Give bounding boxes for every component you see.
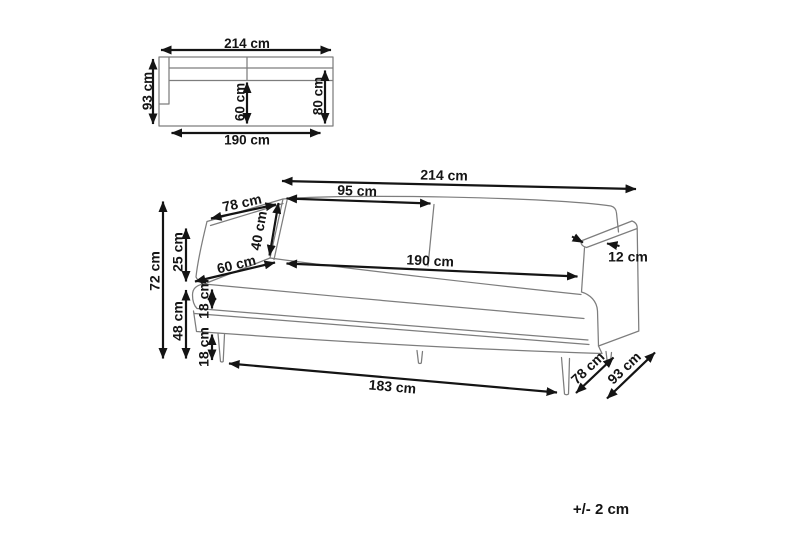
backrest-height-label: 40 cm [247, 209, 270, 252]
backrest-section-width-label: 95 cm [337, 181, 378, 200]
cushion-thickness-label: 18 cm [195, 279, 212, 319]
armrest-width-arrow-left [572, 237, 583, 243]
armrest-depth-label: 78 cm [220, 190, 264, 215]
seat-width-label: 190 cm [406, 251, 455, 270]
base-depth-label: 78 cm [567, 348, 608, 388]
base-width-label: 183 cm [368, 376, 417, 397]
overall-width-label: 214 cm [420, 166, 469, 184]
front-width-top-label: 214 cm [224, 36, 270, 51]
front-width-bottom-label: 190 cm [224, 132, 270, 148]
tolerance-note: +/- 2 cm [572, 501, 630, 518]
leg-height-label: 18 cm [195, 327, 212, 367]
seat-height-label: 48 cm [169, 301, 186, 341]
backrest-section-width-arrow [287, 199, 431, 204]
overall-depth-label: 93 cm [604, 348, 644, 388]
perspective-view-diagram [147, 166, 656, 398]
sofa-right-armrest [581, 221, 639, 346]
front-height-left-label: 93 cm [140, 71, 155, 111]
front-view-diagram [140, 36, 333, 148]
back-total-height-label: 72 cm [146, 251, 163, 291]
armrest-width-label: 12 cm [608, 248, 648, 265]
seat-depth-label: 60 cm [215, 251, 258, 277]
sofa-base-frame [194, 311, 603, 354]
front-height-right-label: 80 cm [310, 76, 326, 116]
armrest-width-arrow-right [607, 244, 620, 247]
sofa-seat [193, 258, 589, 340]
armrest-above-seat-label: 25 cm [169, 232, 186, 272]
front-height-center-label: 60 cm [232, 82, 248, 122]
